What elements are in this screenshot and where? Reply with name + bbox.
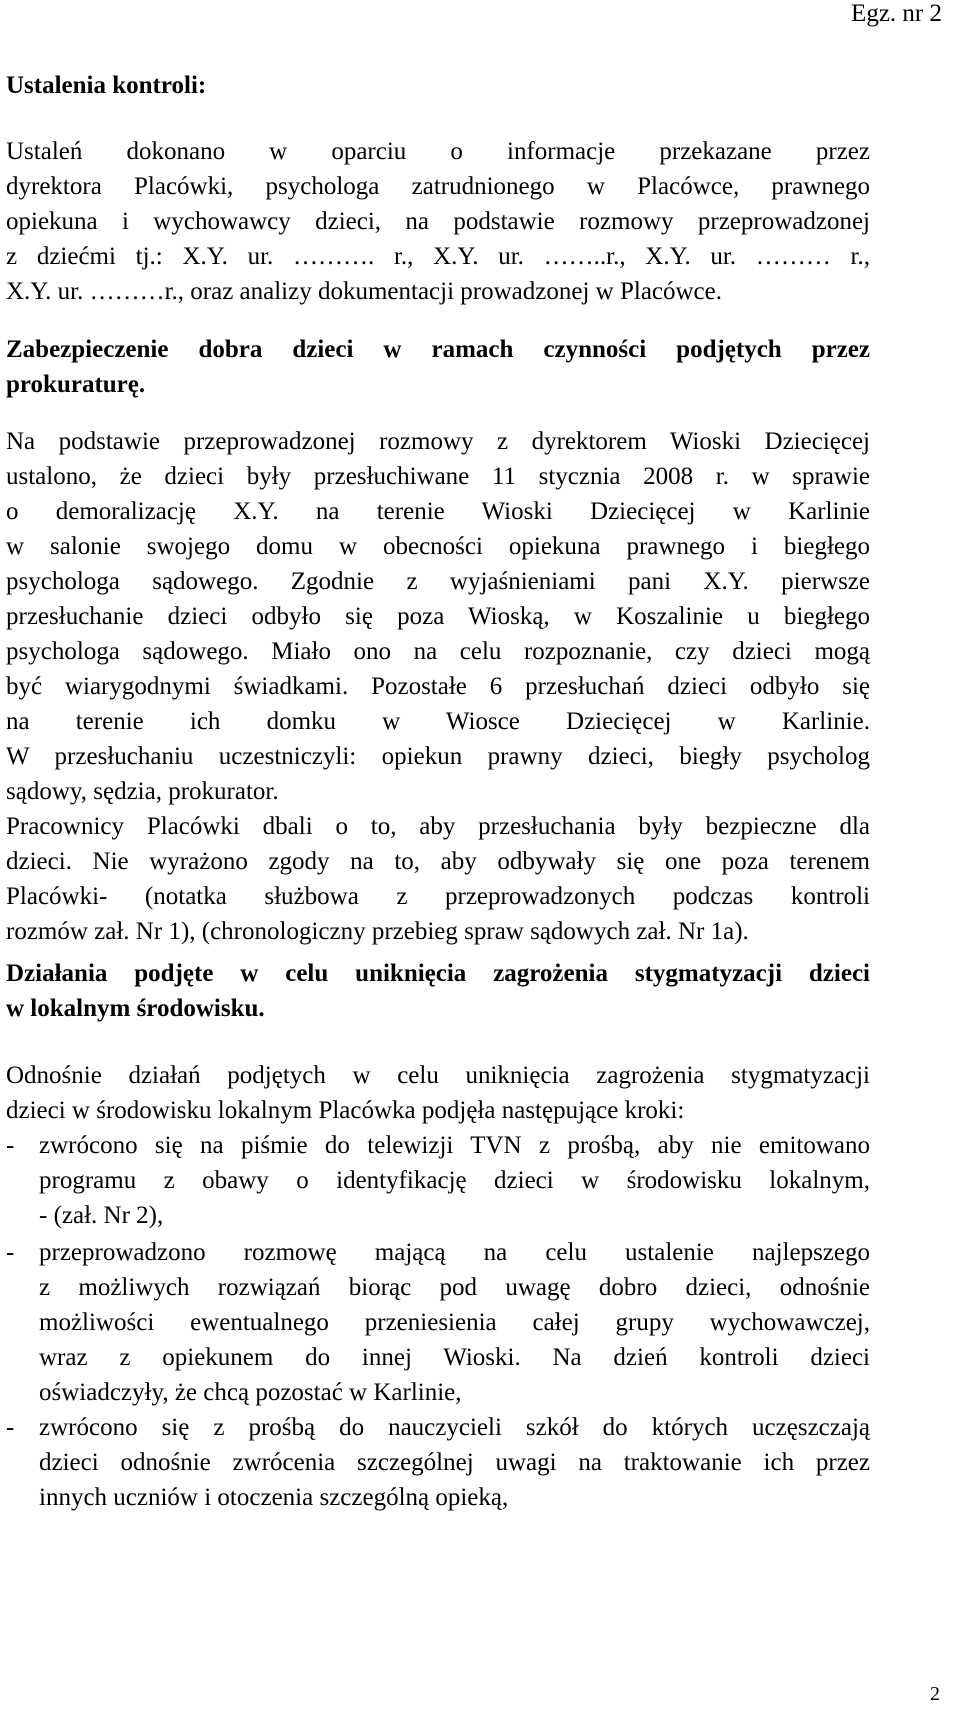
text-line: innych uczniów i otoczenia szczególną opieką, [39, 1484, 509, 1511]
heading-line: w lokalnym środowisku. [6, 995, 265, 1022]
list-dash: - [6, 1414, 15, 1441]
section-title-stigmatization [6, 956, 870, 1026]
text-line: psychologa sądowego. Zgodnie z wyjaśnieniami pani X.Y. pierwsze [6, 568, 870, 595]
text-line: wraz z opiekunem do innej Wioski. Na dzień kontroli dzieci [39, 1344, 870, 1371]
text-line: z możliwych rozwiązań biorąc pod uwagę dobro dzieci, odnośnie [39, 1274, 870, 1301]
text-line: opiekuna i wychowawcy dzieci, na podstawie rozmowy przeprowadzonej [6, 208, 870, 235]
text-line: możliwości ewentualnego przeniesienia całej grupy wychowawczej, [39, 1309, 870, 1336]
text-line: X.Y. ur. ………r., oraz analizy dokumentacji prowadzonej w Placówce. [6, 278, 723, 305]
list-dash: - [6, 1132, 15, 1159]
text-line: zwrócono się na piśmie do telewizji TVN z prośbą, aby nie emitowano [39, 1132, 870, 1159]
paragraph-prosecution [6, 424, 870, 949]
list-item [6, 1128, 870, 1233]
list-dash: - [6, 1239, 15, 1266]
heading-line: Działania podjęte w celu uniknięcia zagrożenia stygmatyzacji dzieci [6, 960, 870, 987]
section-title-prosecution [6, 332, 870, 402]
text-line: psychologa sądowego. Miało ono na celu rozpoznanie, czy dzieci mogą [6, 638, 870, 665]
text-line: dzieci odnośnie zwrócenia szczególnej uwagi na traktowanie ich przez [39, 1449, 870, 1476]
text-line: ustalono, że dzieci były przesłuchiwane 11 stycznia 2008 r. w sprawie [6, 463, 870, 490]
text-line: W przesłuchaniu uczestniczyli: opiekun prawny dzieci, biegły psycholog [6, 743, 870, 770]
list-item [6, 1410, 870, 1515]
text-line: - (zał. Nr 2), [39, 1202, 164, 1229]
text-line: dyrektora Placówki, psychologa zatrudnionego w Placówce, prawnego [6, 173, 870, 200]
text-line: dzieci. Nie wyrażono zgody na to, aby odbywały się one poza terenem [6, 848, 870, 875]
text-line: Placówki- (notatka służbowa z przeprowadzonych podczas kontroli [6, 883, 870, 910]
text-line: zwrócono się z prośbą do nauczycieli szkół do których uczęszczają [39, 1414, 870, 1441]
text-line: Na podstawie przeprowadzonej rozmowy z dyrektorem Wioski Dziecięcej [6, 428, 870, 455]
text-line: być wiarygodnymi świadkami. Pozostałe 6 przesłuchań dzieci odbyło się [6, 673, 870, 700]
heading-line: Zabezpieczenie dobra dzieci w ramach czynności podjętych przez [6, 336, 870, 363]
text-line: oświadczyły, że chcą pozostać w Karlinie, [39, 1379, 462, 1406]
text-line: na terenie ich domku w Wiosce Dziecięcej w Karlinie. [6, 708, 870, 735]
text-line: przesłuchanie dzieci odbyło się poza Wioską, w Koszalinie u biegłego [6, 603, 870, 630]
list-item [6, 1235, 870, 1410]
text-line: sądowy, sędzia, prokurator. [6, 778, 279, 805]
page-number: 2 [930, 1683, 940, 1705]
section-title-findings: Ustalenia kontroli: [6, 72, 207, 99]
text-line: programu z obawy o identyfikację dzieci w środowisku lokalnym, [39, 1167, 870, 1194]
text-line: o demoralizację X.Y. na terenie Wioski Dziecięcej w Karlinie [6, 498, 870, 525]
text-line: rozmów zał. Nr 1), (chronologiczny przebieg spraw sądowych zał. Nr 1a). [6, 918, 749, 945]
text-line: przeprowadzono rozmowę mającą na celu ustalenie najlepszego [39, 1239, 870, 1266]
text-line: z dziećmi tj.: X.Y. ur. ………. r., X.Y. ur. ……..r., X.Y. ur. ……… r., [6, 243, 870, 270]
attachment-number: Egz. nr 2 [851, 0, 942, 27]
text-line: Ustaleń dokonano w oparciu o informacje przekazane przez [6, 138, 870, 165]
text-line: w salonie swojego domu w obecności opiekuna prawnego i biegłego [6, 533, 870, 560]
text-line: dzieci w środowisku lokalnym Placówka podjęła następujące kroki: [6, 1097, 685, 1124]
paragraph-stigmatization-intro [6, 1058, 870, 1128]
heading-line: prokuraturę. [6, 371, 146, 398]
paragraph-findings [6, 134, 870, 309]
text-line: Pracownicy Placówki dbali o to, aby przesłuchania były bezpieczne dla [6, 813, 870, 840]
text-line: Odnośnie działań podjętych w celu uniknięcia zagrożenia stygmatyzacji [6, 1062, 870, 1089]
